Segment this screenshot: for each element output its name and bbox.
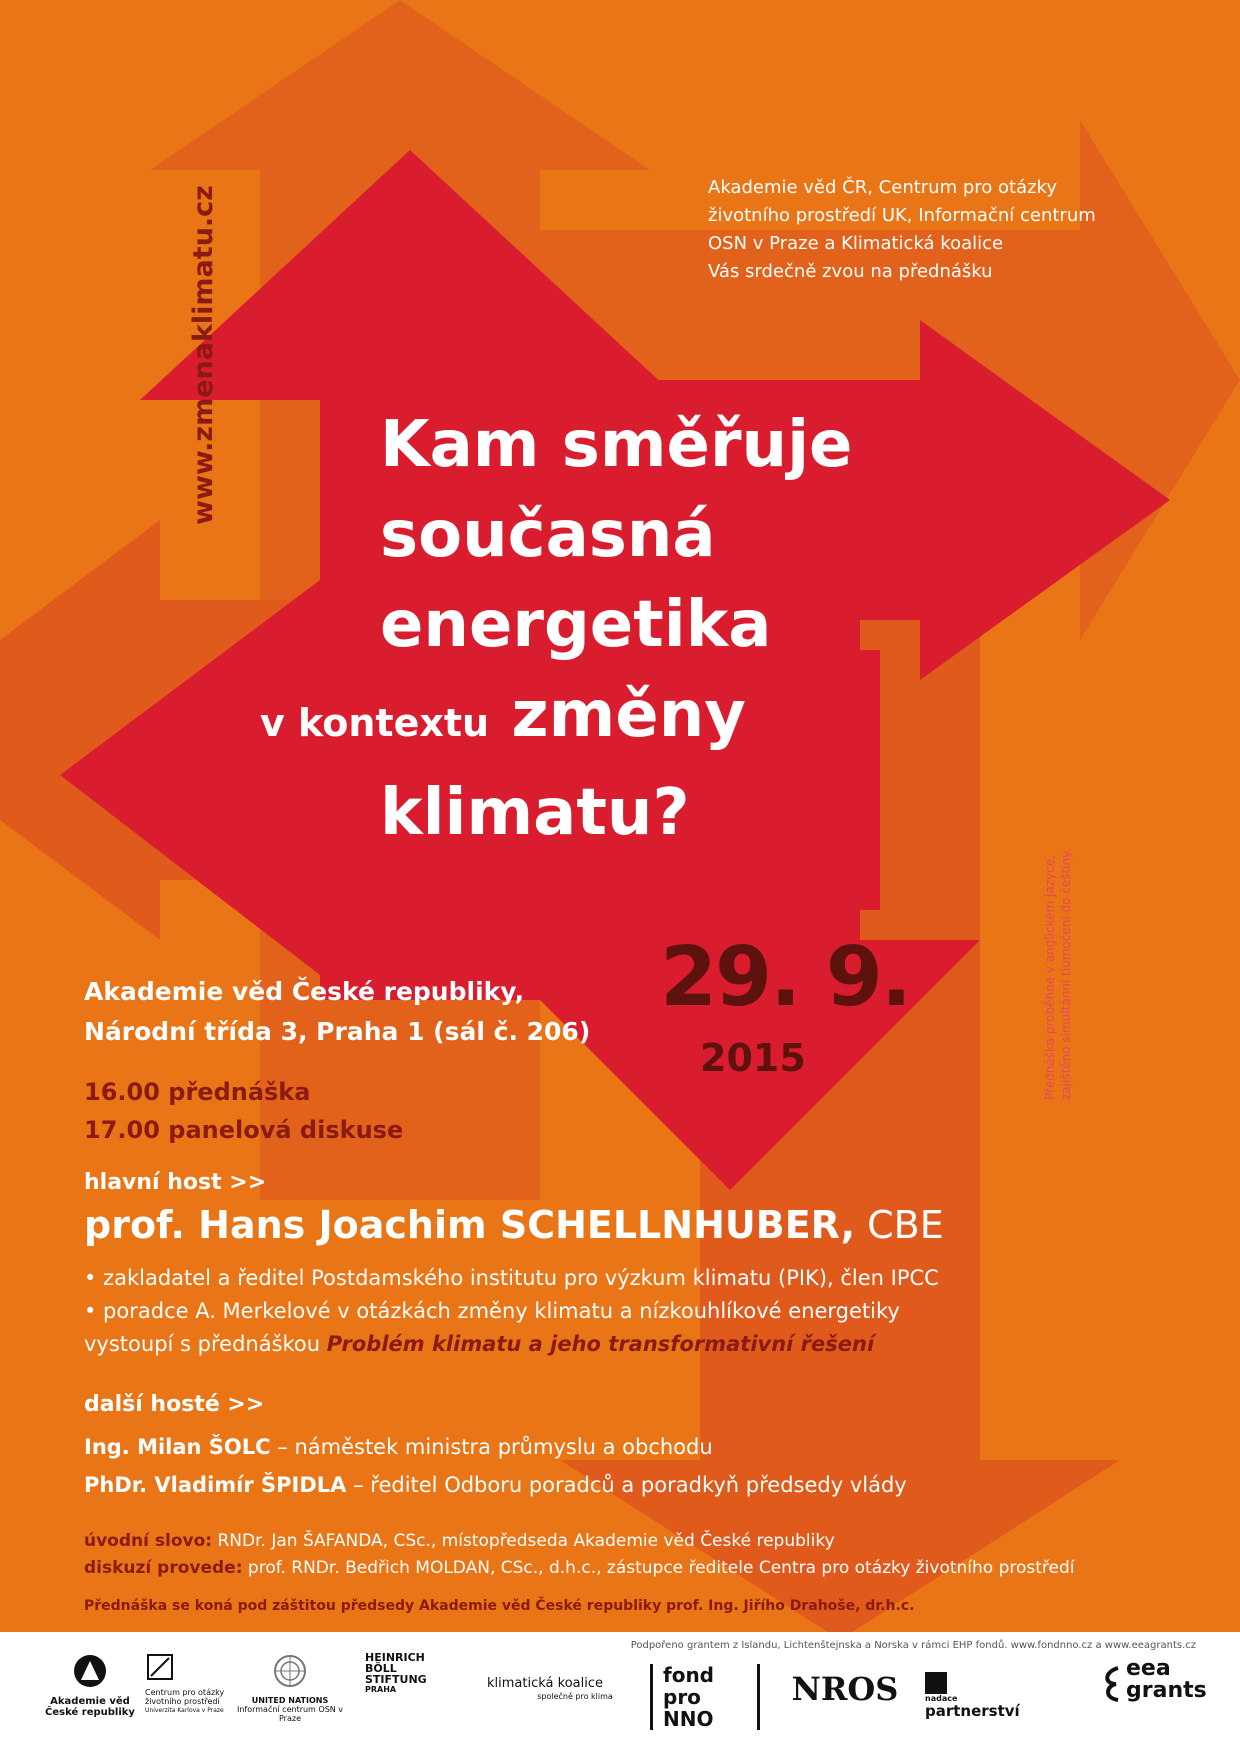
logo-text: UNITED NATIONS	[251, 1696, 329, 1705]
logo-text: fond	[663, 1663, 714, 1687]
logo-nros	[785, 1672, 905, 1706]
logo-text: grants	[1126, 1678, 1207, 1703]
lecture-name: Problém klimatu a jeho transformativní řešení	[326, 1332, 875, 1356]
logo-text: HEINRICH	[365, 1651, 425, 1664]
organizers-line: OSN v Praze a Klimatická koalice	[708, 233, 1004, 254]
event-roles	[84, 1528, 1075, 1582]
np-square-icon	[925, 1672, 947, 1694]
logo-text: České republiky	[45, 1707, 135, 1718]
guest-role: – ředitel Odboru poradců a poradkyň předsedy vlády	[346, 1473, 907, 1497]
logo-text: klimatická koalice	[487, 1676, 603, 1691]
bio-bullet: • zakladatel a ředitel Postdamského institutu pro výzkum klimatu (PIK), člen IPCC	[84, 1266, 939, 1290]
event-date: 29. 9.	[660, 930, 911, 1025]
main-guest-title: CBE	[855, 1203, 944, 1247]
logo-eea-grants	[1100, 1656, 1207, 1703]
logo-text: eea	[1126, 1656, 1171, 1681]
logo-text: společně pro klima	[537, 1692, 613, 1701]
role-line	[84, 1528, 1075, 1555]
logo-fond-pro-nno	[650, 1664, 760, 1730]
logo-text: PRAHA	[365, 1685, 397, 1694]
program-item: 16.00 přednáška	[84, 1078, 311, 1106]
role-line	[84, 1555, 1075, 1582]
role-label: diskuzí provede:	[84, 1558, 243, 1578]
organizers-line: Vás srdečně zvou na přednášku	[708, 261, 993, 282]
logo-text: Centrum pro otázky	[145, 1688, 225, 1697]
guest-line	[84, 1428, 907, 1466]
np-text	[925, 1694, 1020, 1719]
title-small: v kontextu	[260, 701, 490, 745]
eea-swirl-icon	[1100, 1664, 1122, 1704]
role-label: úvodní slovo:	[84, 1531, 213, 1551]
main-guest-name	[84, 1203, 944, 1247]
role-text: prof. RNDr. Bedřich MOLDAN, CSc., d.h.c., zástupce ředitele Centra pro otázky životního prostředí	[242, 1558, 1075, 1578]
logo-text: STIFTUNG	[365, 1673, 427, 1686]
support-text: Podpořeno grantem z Islandu, Lichtenštejnska a Norska v rámci EHP fondů. www.fondnno.cz a www.eeagrants.cz	[630, 1640, 1196, 1651]
main-guest-heading: hlavní host >>	[84, 1170, 267, 1195]
title-line: energetika	[380, 588, 772, 662]
title-line: Kam směřuje	[380, 408, 853, 482]
footer-logos	[0, 1632, 1240, 1754]
language-note-vertical	[1042, 800, 1102, 1100]
guest-name: PhDr. Vladimír ŠPIDLA	[84, 1473, 347, 1497]
lecture-intro: vystoupí s přednáškou	[84, 1332, 327, 1356]
patronage-note: Přednáška se koná pod záštitou předsedy Akademie věd České republiky prof. Ing. Jiřího Drahoše, dr.h.c.	[84, 1598, 915, 1614]
logo-text: Informační centrum OSN v Praze	[236, 1705, 344, 1723]
venue-line: Akademie věd České republiky,	[84, 977, 525, 1006]
logo-text: Akademie věd	[50, 1696, 130, 1707]
website-text: www.zmenaklimatu.cz	[188, 185, 219, 525]
logo-text: pro NNO	[663, 1685, 714, 1731]
un-emblem-icon	[273, 1654, 307, 1688]
language-note-text: Přednáška proběhne v anglickém jazyce, zajištěno simultánní tlumočení do češtiny.	[1043, 848, 1073, 1100]
logo-text: životního prostředí	[145, 1697, 220, 1706]
logo-heinrich-boell	[365, 1652, 445, 1694]
event-year: 2015	[700, 1036, 806, 1080]
title-line: klimatu?	[380, 776, 690, 850]
other-guests-heading: další hosté >>	[84, 1392, 265, 1417]
title-big: změny	[511, 678, 746, 752]
logo-text: partnerství	[925, 1702, 1020, 1720]
lecture-line	[84, 1328, 939, 1361]
bio-bullet: • poradce A. Merkelové v otázkách změny klimatu a nízkouhlíkové energetiky	[84, 1299, 900, 1323]
guest-name: Ing. Milan ŠOLC	[84, 1435, 271, 1459]
organizers-line: životního prostředí UK, Informační centrum	[708, 205, 1096, 226]
title-line: současná	[380, 498, 716, 572]
title-line	[260, 670, 1020, 768]
logo-text: Univerzita Karlova v Praze	[145, 1707, 224, 1714]
main-guest-name-bold: prof. Hans Joachim SCHELLNHUBER,	[84, 1203, 856, 1247]
venue-line: Národní třída 3, Praha 1 (sál č. 206)	[84, 1017, 591, 1046]
organizers-invitation	[708, 174, 1108, 286]
av-cr-logo-icon	[73, 1654, 107, 1688]
czp-logo-icon	[147, 1654, 173, 1680]
logo-czp-uk	[145, 1654, 240, 1715]
guest-line	[84, 1466, 907, 1504]
organizers-line: Akademie věd ČR, Centrum pro otázky	[708, 177, 1057, 198]
logo-text: NROS	[791, 1670, 899, 1708]
logo-klimaticka-koalice	[470, 1676, 620, 1701]
logo-nadace-partnerstvi	[925, 1672, 1045, 1719]
website-url-vertical	[188, 185, 238, 525]
program-item: 17.00 panelová diskuse	[84, 1116, 404, 1144]
logo-av-cr	[40, 1654, 140, 1718]
main-guest-bio	[84, 1262, 939, 1361]
venue	[84, 972, 590, 1052]
logo-text: BÖLL	[365, 1662, 397, 1675]
logo-un-info-centre	[230, 1654, 350, 1723]
lecture-title	[260, 400, 1020, 858]
program	[84, 1073, 403, 1149]
other-guests	[84, 1428, 907, 1504]
role-text: RNDr. Jan ŠAFANDA, CSc., místopředseda Akademie věd České republiky	[212, 1531, 835, 1551]
guest-role: – náměstek ministra průmyslu a obchodu	[270, 1435, 713, 1459]
logo-text: nadace	[925, 1694, 958, 1703]
